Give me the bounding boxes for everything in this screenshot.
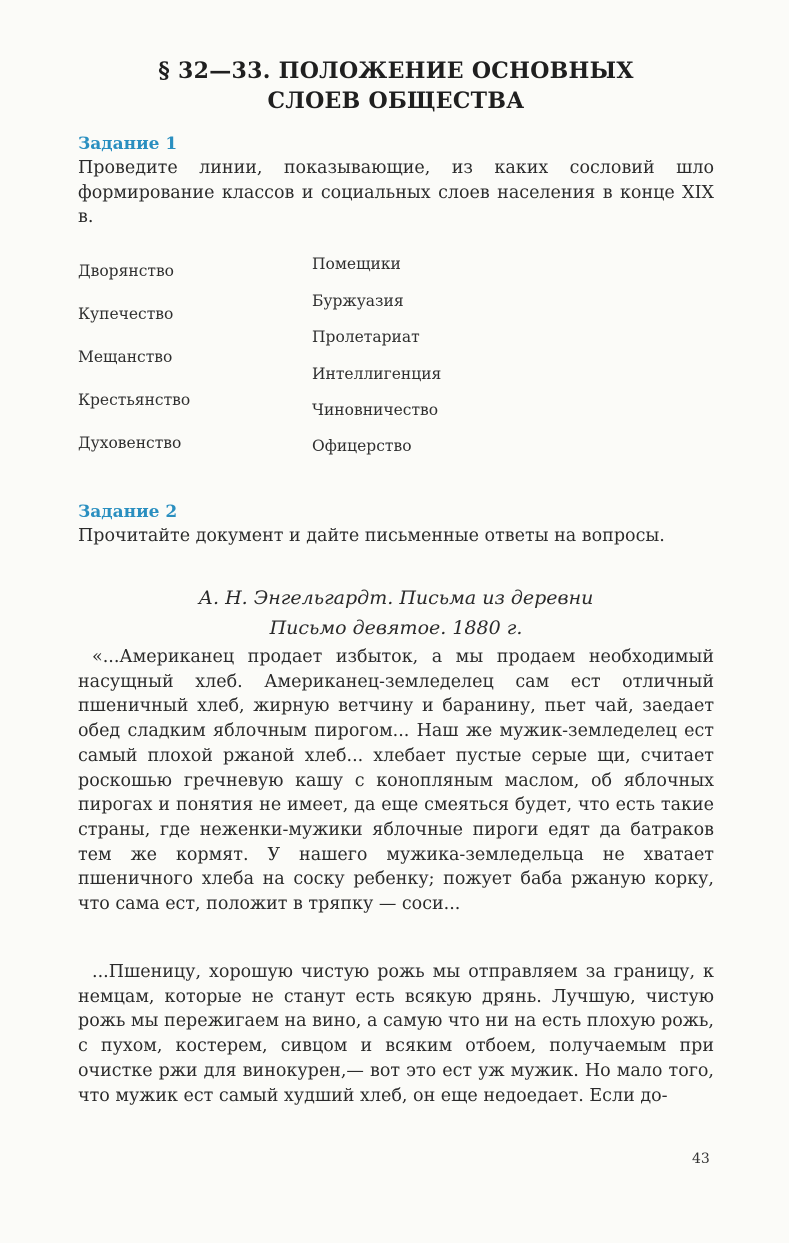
class-item: Чиновничество [312, 401, 439, 419]
task-1-heading: Задание 1 [78, 134, 178, 154]
section-title-line-1: § 32—33. ПОЛОЖЕНИЕ ОСНОВНЫХ [158, 58, 634, 84]
estate-item: Мещанство [78, 348, 173, 366]
task-1-instructions: Проведите линии, показывающие, из каких сословий шло формирование классов и социальных слоев населения в конце XIX в. [78, 158, 714, 227]
class-item: Интеллигенция [312, 365, 442, 383]
estate-item: Дворянство [78, 262, 175, 280]
page-number: 43 [692, 1151, 710, 1167]
document-title: А. Н. Энгельгардт. Письма из деревни [198, 587, 594, 609]
class-item: Помещики [312, 255, 401, 273]
document-subtitle: Письмо девятое. 1880 г. [269, 617, 523, 639]
document-paragraph-2: ...Пшеницу, хорошую чистую рожь мы отправляем за границу, к немцам, которые не станут есть всякую дрянь. Лучшую, чистую рожь мы пережигаем на вино, а самую что ни на есть плохую рожь, с пухом, костерем, сивцом и всяким отбоем, получаемым при очистке ржи для винокурен,— вот это ест уж мужик. Но мало того, что мужик ест самый худший хлеб, он еще недоедает. Если до- [78, 962, 714, 1106]
section-title-line-2: СЛОЕВ ОБЩЕСТВА [267, 88, 525, 114]
task-2-instructions: Прочитайте документ и дайте письменные ответы на вопросы. [78, 526, 665, 546]
class-item: Пролетариат [312, 328, 420, 346]
class-item: Офицерство [312, 437, 412, 455]
class-item: Буржуазия [312, 292, 404, 310]
estate-item: Духовенство [78, 434, 182, 452]
section-title [78, 56, 714, 116]
estate-item: Купечество [78, 305, 174, 323]
estate-item: Крестьянство [78, 391, 191, 409]
document-paragraph-1: «...Американец продает избыток, а мы продаем необходимый насущный хлеб. Американец-земледелец сам ест отличный пшеничный хлеб, жирную ветчину и баранину, пьет чай, заедает обед сладким яблочным пирогом... Наш же мужик-земледелец ест самый плохой ржаной хлеб... хлебает пустые серые щи, считает роскошью гречневую кашу с конопляным маслом, об яблочных пирогах и понятия не имеет, да еще смеяться будет, что есть такие страны, где неженки-мужики яблочные пироги едят да батраков тем же кормят. У нашего мужика-земледельца не хватает пшеничного хлеба на соску ребенку; пожует баба ржаную корку, что сама ест, положит в тряпку — соси... [78, 647, 714, 915]
task-2-heading: Задание 2 [78, 502, 178, 522]
